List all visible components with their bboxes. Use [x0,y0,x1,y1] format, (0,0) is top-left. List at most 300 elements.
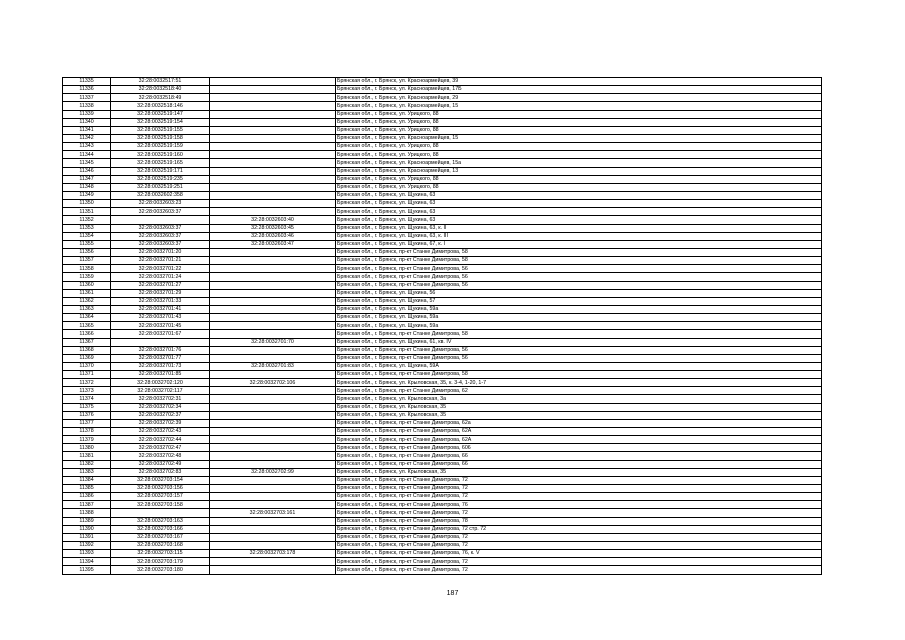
linked-cadastral-number-cell [210,273,336,281]
table-row [63,542,822,550]
address-cell: Брянская обл., г. Брянск, пр-кт Станке Димитрова, 62А [336,436,822,444]
row-number-cell: 11347 [63,175,111,183]
linked-cadastral-number-cell [210,143,336,151]
address-cell: Брянская обл., г. Брянск, ул. Урицкого, 88 [336,118,822,126]
table-row [63,476,822,484]
table-row [63,362,822,370]
cadastral-number-cell: 32:28:0032603:37 [111,232,210,240]
address-cell: Брянская обл., г. Брянск, ул. Урицкого, 88 [336,175,822,183]
address-cell: Брянская обл., г. Брянск, ул. Красноармейцев, 39 [336,78,822,86]
linked-cadastral-number-cell [210,444,336,452]
table-row [63,550,822,558]
table-row [63,525,822,533]
table-row [63,143,822,151]
table-row [63,460,822,468]
linked-cadastral-number-cell [210,175,336,183]
row-number-cell: 11384 [63,476,111,484]
row-number-cell: 11336 [63,86,111,94]
row-number-cell: 11383 [63,468,111,476]
address-cell: Брянская обл., г. Брянск, пр-кт Станке Димитрова, 58 [336,248,822,256]
cadastral-number-cell: 32:28:0032518:146 [111,102,210,110]
row-number-cell: 11370 [63,362,111,370]
address-cell: Брянская обл., г. Брянск, ул. Щукина, 59а [336,322,822,330]
address-cell: Брянская обл., г. Брянск, пр-кт Станке Димитрова, 72 [336,509,822,517]
linked-cadastral-number-cell [210,371,336,379]
cadastral-number-cell: 32:28:0032703:180 [111,566,210,574]
linked-cadastral-number-cell [210,330,336,338]
row-number-cell: 11355 [63,240,111,248]
address-cell: Брянская обл., г. Брянск, пр-кт Станке Димитрова, 72 [336,485,822,493]
linked-cadastral-number-cell: 32:28:0032603:40 [210,216,336,224]
row-number-cell: 11378 [63,428,111,436]
row-number-cell: 11361 [63,289,111,297]
cadastral-number-cell: 32:28:0032701:20 [111,248,210,256]
table-row [63,493,822,501]
cadastral-number-cell: 32:28:0032602:358 [111,191,210,199]
address-cell: Брянская обл., г. Брянск, ул. Красноармейцев, 15 [336,134,822,142]
row-number-cell: 11368 [63,346,111,354]
linked-cadastral-number-cell [210,289,336,297]
linked-cadastral-number-cell [210,517,336,525]
page-number: 187 [446,590,459,597]
cadastral-number-cell: 32:28:0032701:29 [111,289,210,297]
address-cell: Брянская обл., г. Брянск, пр-кт Станке Димитрова, 72 [336,558,822,566]
row-number-cell: 11339 [63,110,111,118]
address-cell: Брянская обл., г. Брянск, ул. Щукина, 57 [336,297,822,305]
table-row [63,566,822,574]
table-row [63,428,822,436]
table-row [63,346,822,354]
row-number-cell: 11393 [63,550,111,558]
row-number-cell: 11354 [63,232,111,240]
cadastral-number-cell: 32:28:0032703:157 [111,493,210,501]
table-row [63,159,822,167]
linked-cadastral-number-cell: 32:28:0032701:83 [210,362,336,370]
address-cell: Брянская обл., г. Брянск, пр-кт Станке Димитрова, 62А [336,428,822,436]
cadastral-number-cell: 32:28:0032703:158 [111,501,210,509]
address-cell: Брянская обл., г. Брянск, ул. Щукина, 61, кв. IV [336,338,822,346]
table-row [63,330,822,338]
linked-cadastral-number-cell [210,428,336,436]
cadastral-number-cell: 32:28:0032519:147 [111,110,210,118]
table-row [63,183,822,191]
cadastral-number-cell: 32:28:0032701:21 [111,257,210,265]
linked-cadastral-number-cell [210,476,336,484]
cadastral-number-cell: 32:28:0032517:51 [111,78,210,86]
address-cell: Брянская обл., г. Брянск, пр-кт Станке Димитрова, 62а [336,419,822,427]
row-number-cell: 11359 [63,273,111,281]
table-row [63,118,822,126]
cadastral-number-cell: 32:28:0032703:163 [111,517,210,525]
cadastral-number-cell: 32:28:0032702:120 [111,379,210,387]
linked-cadastral-number-cell [210,281,336,289]
row-number-cell: 11380 [63,444,111,452]
address-cell: Брянская обл., г. Брянск, ул. Урицкого, 88 [336,183,822,191]
cadastral-number-cell: 32:28:0032701:76 [111,346,210,354]
row-number-cell: 11395 [63,566,111,574]
address-cell: Брянская обл., г. Брянск, ул. Урицкого, 88 [336,126,822,134]
row-number-cell: 11356 [63,248,111,256]
cadastral-number-cell: 32:28:0032702:49 [111,460,210,468]
address-cell: Брянская обл., г. Брянск, пр-кт Станке Димитрова, 72 [336,476,822,484]
row-number-cell: 11364 [63,314,111,322]
linked-cadastral-number-cell [210,314,336,322]
row-number-cell: 11385 [63,485,111,493]
linked-cadastral-number-cell [210,322,336,330]
cadastral-number-cell: 32:28:0032701:24 [111,273,210,281]
linked-cadastral-number-cell [210,191,336,199]
row-number-cell: 11342 [63,134,111,142]
linked-cadastral-number-cell: 32:28:0032703:178 [210,550,336,558]
cadastral-number-cell: 32:28:0032603:23 [111,200,210,208]
table-row [63,387,822,395]
linked-cadastral-number-cell [210,248,336,256]
table-row [63,403,822,411]
linked-cadastral-number-cell [210,558,336,566]
cadastral-number-cell: 32:28:0032702:34 [111,403,210,411]
cadastral-number-cell: 32:28:0032603:37 [111,208,210,216]
linked-cadastral-number-cell [210,297,336,305]
linked-cadastral-number-cell [210,354,336,362]
address-cell: Брянская обл., г. Брянск, пр-кт Станке Димитрова, 58 [336,257,822,265]
address-cell: Брянская обл., г. Брянск, пр-кт Станке Димитрова, 66 [336,460,822,468]
cadastral-number-cell: 32:28:0032701:85 [111,371,210,379]
cadastral-number-cell: 32:28:0032519:171 [111,167,210,175]
linked-cadastral-number-cell [210,395,336,403]
table-row [63,126,822,134]
row-number-cell: 11351 [63,208,111,216]
cadastral-number-cell: 32:28:0032603:37 [111,224,210,232]
address-cell: Брянская обл., г. Брянск, пр-кт Станке Димитрова, 56 [336,281,822,289]
linked-cadastral-number-cell [210,110,336,118]
address-cell: Брянская обл., г. Брянск, ул. Красноармейцев, 29 [336,94,822,102]
address-cell: Брянская обл., г. Брянск, пр-кт Станке Димитрова, 66 [336,452,822,460]
table-row [63,501,822,509]
linked-cadastral-number-cell: 32:28:0032603:46 [210,232,336,240]
cadastral-number-cell [111,216,210,224]
address-cell: Брянская обл., г. Брянск, пр-кт Станке Димитрова, 56 [336,354,822,362]
table-row [63,257,822,265]
row-number-cell: 11382 [63,460,111,468]
cadastral-number-cell: 32:28:0032518:40 [111,86,210,94]
table-row [63,175,822,183]
linked-cadastral-number-cell [210,208,336,216]
cadastral-number-cell: 32:28:0032702:48 [111,452,210,460]
address-cell: Брянская обл., г. Брянск, пр-кт Станке Димитрова, 58 [336,371,822,379]
cadastral-number-cell: 32:28:0032703:154 [111,476,210,484]
cadastral-number-cell: 32:28:0032603:37 [111,240,210,248]
address-cell: Брянская обл., г. Брянск, ул. Щукина, 63, к. III [336,232,822,240]
row-number-cell: 11372 [63,379,111,387]
cadastral-number-cell [111,509,210,517]
row-number-cell: 11353 [63,224,111,232]
table-row [63,200,822,208]
address-cell: Брянская обл., г. Брянск, ул. Урицкого, 88 [336,143,822,151]
address-cell: Брянская обл., г. Брянск, ул. Щукина, 67, к. I [336,240,822,248]
table-row [63,411,822,419]
table-row [63,240,822,248]
table-row [63,273,822,281]
linked-cadastral-number-cell: 32:28:0032603:47 [210,240,336,248]
cadastral-number-cell: 32:28:0032519:160 [111,151,210,159]
row-number-cell: 11345 [63,159,111,167]
table-row [63,517,822,525]
address-cell: Брянская обл., г. Брянск, ул. Крыловская, 35 [336,403,822,411]
linked-cadastral-number-cell [210,346,336,354]
row-number-cell: 11374 [63,395,111,403]
cadastral-number-cell: 32:28:0032702:83 [111,468,210,476]
row-number-cell: 11388 [63,509,111,517]
table-row [63,371,822,379]
row-number-cell: 11390 [63,525,111,533]
table-row [63,134,822,142]
row-number-cell: 11348 [63,183,111,191]
table-row [63,232,822,240]
cadastral-number-cell: 32:28:0032703:179 [111,558,210,566]
row-number-cell: 11363 [63,305,111,313]
linked-cadastral-number-cell: 32:28:0032603:45 [210,224,336,232]
table-row [63,468,822,476]
linked-cadastral-number-cell [210,436,336,444]
cadastral-number-cell: 32:28:0032702:37 [111,411,210,419]
cadastral-number-cell: 32:28:0032702:43 [111,428,210,436]
table-row [63,216,822,224]
row-number-cell: 11346 [63,167,111,175]
row-number-cell: 11379 [63,436,111,444]
cadastral-number-cell: 32:28:0032519:158 [111,134,210,142]
address-cell: Брянская обл., г. Брянск, ул. Щукина, 59А [336,362,822,370]
row-number-cell: 11387 [63,501,111,509]
linked-cadastral-number-cell [210,151,336,159]
linked-cadastral-number-cell [210,126,336,134]
address-cell: Брянская обл., г. Брянск, ул. Щукина, 63 [336,200,822,208]
address-cell: Брянская обл., г. Брянск, ул. Красноармейцев, 15а [336,159,822,167]
address-cell: Брянская обл., г. Брянск, ул. Щукина, 63 [336,191,822,199]
address-cell: Брянская обл., г. Брянск, ул. Щукина, 63 [336,208,822,216]
cadastral-number-cell: 32:28:0032703:167 [111,533,210,541]
linked-cadastral-number-cell [210,94,336,102]
linked-cadastral-number-cell [210,525,336,533]
table-row [63,297,822,305]
address-cell: Брянская обл., г. Брянск, пр-кт Станке Димитрова, 72 [336,566,822,574]
row-number-cell: 11338 [63,102,111,110]
row-number-cell: 11391 [63,533,111,541]
registry-table-body [63,78,822,575]
address-cell: Брянская обл., г. Брянск, пр-кт Станке Димитрова, 62 [336,387,822,395]
table-row [63,305,822,313]
table-row [63,208,822,216]
address-cell: Брянская обл., г. Брянск, ул. Щукина, 59а [336,314,822,322]
table-row [63,436,822,444]
table-row [63,444,822,452]
row-number-cell: 11375 [63,403,111,411]
cadastral-number-cell: 32:28:0032702:44 [111,436,210,444]
cadastral-number-cell: 32:28:0032701:43 [111,314,210,322]
table-row [63,248,822,256]
cadastral-number-cell: 32:28:0032519:159 [111,143,210,151]
table-row [63,314,822,322]
cadastral-number-cell: 32:28:0032518:49 [111,94,210,102]
linked-cadastral-number-cell [210,533,336,541]
row-number-cell: 11340 [63,118,111,126]
address-cell: Брянская обл., г. Брянск, пр-кт Станке Димитрова, 72 [336,533,822,541]
linked-cadastral-number-cell [210,102,336,110]
linked-cadastral-number-cell: 32:28:0032702:99 [210,468,336,476]
row-number-cell: 11350 [63,200,111,208]
cadastral-number-cell: 32:28:0032702:39 [111,419,210,427]
row-number-cell: 11365 [63,322,111,330]
row-number-cell: 11343 [63,143,111,151]
cadastral-number-cell: 32:28:0032701:73 [111,362,210,370]
row-number-cell: 11376 [63,411,111,419]
row-number-cell: 11394 [63,558,111,566]
linked-cadastral-number-cell [210,403,336,411]
cadastral-number-cell: 32:28:0032519:154 [111,118,210,126]
table-row [63,354,822,362]
cadastral-number-cell: 32:28:0032702:117 [111,387,210,395]
linked-cadastral-number-cell [210,200,336,208]
cadastral-number-cell: 32:28:0032519:165 [111,159,210,167]
cadastral-number-cell: 32:28:0032519:251 [111,183,210,191]
linked-cadastral-number-cell [210,265,336,273]
address-cell: Брянская обл., г. Брянск, ул. Крыловская, 35 [336,468,822,476]
table-row [63,452,822,460]
address-cell: Брянская обл., г. Брянск, пр-кт Станке Димитрова, 76 [336,501,822,509]
linked-cadastral-number-cell [210,305,336,313]
row-number-cell: 11358 [63,265,111,273]
linked-cadastral-number-cell: 32:28:0032702:106 [210,379,336,387]
cadastral-number-cell: 32:28:0032701:22 [111,265,210,273]
row-number-cell: 11362 [63,297,111,305]
linked-cadastral-number-cell [210,566,336,574]
linked-cadastral-number-cell [210,118,336,126]
address-cell: Брянская обл., г. Брянск, ул. Щукина, 59а [336,305,822,313]
row-number-cell: 11389 [63,517,111,525]
address-cell: Брянская обл., г. Брянск, пр-кт Станке Димитрова, 56 [336,273,822,281]
cadastral-number-cell: 32:28:0032702:31 [111,395,210,403]
linked-cadastral-number-cell [210,493,336,501]
linked-cadastral-number-cell [210,159,336,167]
cadastral-number-cell: 32:28:0032703:156 [111,485,210,493]
table-row [63,289,822,297]
table-row [63,110,822,118]
table-row [63,224,822,232]
address-cell: Брянская обл., г. Брянск, пр-кт Станке Димитрова, 78 [336,517,822,525]
row-number-cell: 11369 [63,354,111,362]
row-number-cell: 11337 [63,94,111,102]
linked-cadastral-number-cell [210,86,336,94]
linked-cadastral-number-cell [210,387,336,395]
table-row [63,485,822,493]
row-number-cell: 11371 [63,371,111,379]
table-row [63,167,822,175]
linked-cadastral-number-cell [210,167,336,175]
table-row [63,509,822,517]
address-cell: Брянская обл., г. Брянск, ул. Щукина, 63, к. II [336,224,822,232]
address-cell: Брянская обл., г. Брянск, пр-кт Станке Димитрова, 76, к. V [336,550,822,558]
row-number-cell: 11341 [63,126,111,134]
cadastral-number-cell: 32:28:0032702:47 [111,444,210,452]
cadastral-number-cell: 32:28:0032701:33 [111,297,210,305]
table-row [63,338,822,346]
linked-cadastral-number-cell [210,419,336,427]
address-cell: Брянская обл., г. Брянск, ул. Урицкого, 88 [336,110,822,118]
cadastral-number-cell: 32:28:0032519:155 [111,126,210,134]
cadastral-number-cell: 32:28:0032703:166 [111,525,210,533]
row-number-cell: 11349 [63,191,111,199]
linked-cadastral-number-cell [210,411,336,419]
table-row [63,265,822,273]
address-cell: Брянская обл., г. Брянск, ул. Щукина, 56 [336,289,822,297]
table-row [63,78,822,86]
cadastral-number-cell: 32:28:0032701:77 [111,354,210,362]
cadastral-number-cell [111,338,210,346]
address-cell: Брянская обл., г. Брянск, ул. Крыловская, 35, к. 3-4, 1-20, 1-7 [336,379,822,387]
address-cell: Брянская обл., г. Брянск, пр-кт Станке Димитрова, 56 [336,346,822,354]
row-number-cell: 11335 [63,78,111,86]
cadastral-number-cell: 32:28:0032703:115 [111,550,210,558]
linked-cadastral-number-cell [210,452,336,460]
table-row [63,191,822,199]
cadastral-number-cell: 32:28:0032701:41 [111,305,210,313]
row-number-cell: 11344 [63,151,111,159]
address-cell: Брянская обл., г. Брянск, пр-кт Станке Димитрова, 58 [336,330,822,338]
address-cell: Брянская обл., г. Брянск, пр-кт Станке Димитрова, 72 [336,542,822,550]
address-cell: Брянская обл., г. Брянск, пр-кт Станке Димитрова, 72 [336,493,822,501]
table-row [63,379,822,387]
address-cell: Брянская обл., г. Брянск, ул. Красноармейцев, 13 [336,167,822,175]
cadastral-number-cell: 32:28:0032701:45 [111,322,210,330]
linked-cadastral-number-cell [210,134,336,142]
registry-table [62,77,822,575]
table-row [63,395,822,403]
row-number-cell: 11357 [63,257,111,265]
cadastral-number-cell: 32:28:0032519:235 [111,175,210,183]
table-row [63,419,822,427]
cadastral-number-cell: 32:28:0032701:67 [111,330,210,338]
row-number-cell: 11367 [63,338,111,346]
table-row [63,322,822,330]
table-row [63,86,822,94]
address-cell: Брянская обл., г. Брянск, ул. Щукина, 63 [336,216,822,224]
linked-cadastral-number-cell [210,542,336,550]
linked-cadastral-number-cell: 32:28:0032703:161 [210,509,336,517]
row-number-cell: 11360 [63,281,111,289]
address-cell: Брянская обл., г. Брянск, пр-кт Станке Димитрова, 72 стр. 72 [336,525,822,533]
row-number-cell: 11366 [63,330,111,338]
linked-cadastral-number-cell: 32:28:0032701:70 [210,338,336,346]
row-number-cell: 11386 [63,493,111,501]
linked-cadastral-number-cell [210,485,336,493]
row-number-cell: 11381 [63,452,111,460]
row-number-cell: 11373 [63,387,111,395]
address-cell: Брянская обл., г. Брянск, пр-кт Станке Димитрова, 56 [336,265,822,273]
row-number-cell: 11392 [63,542,111,550]
linked-cadastral-number-cell [210,501,336,509]
cadastral-number-cell: 32:28:0032701:27 [111,281,210,289]
cadastral-number-cell: 32:28:0032703:168 [111,542,210,550]
row-number-cell: 11352 [63,216,111,224]
address-cell: Брянская обл., г. Брянск, пр-кт Станке Димитрова, 606 [336,444,822,452]
table-row [63,151,822,159]
linked-cadastral-number-cell [210,257,336,265]
linked-cadastral-number-cell [210,460,336,468]
table-row [63,281,822,289]
address-cell: Брянская обл., г. Брянск, ул. Крыловская, 3а [336,395,822,403]
address-cell: Брянская обл., г. Брянск, ул. Урицкого, 88 [336,151,822,159]
linked-cadastral-number-cell [210,183,336,191]
table-row [63,94,822,102]
